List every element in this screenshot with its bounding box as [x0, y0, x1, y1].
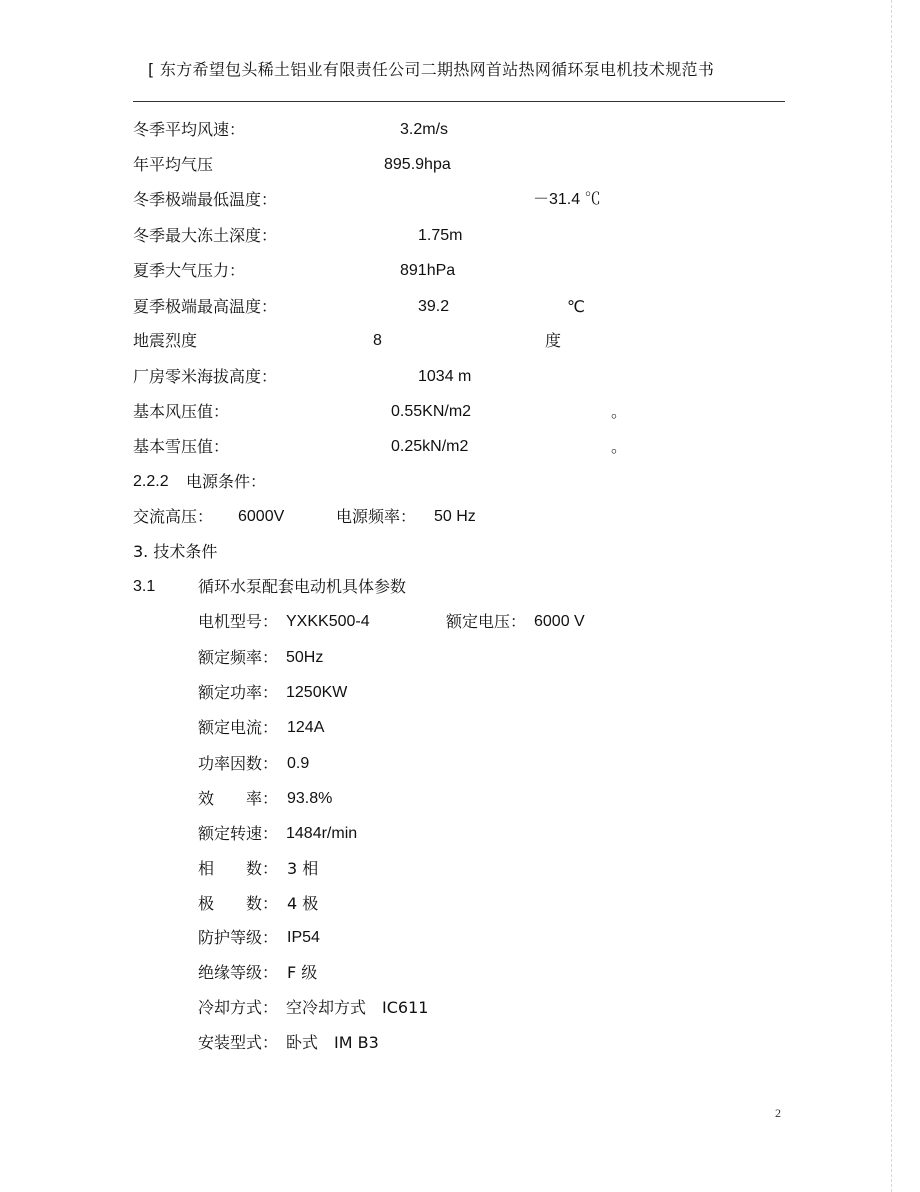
value-insulation-class: F 级: [287, 963, 318, 982]
label-frost-depth: 冬季最大冻土深度：: [133, 226, 278, 245]
label-power-factor: 功率因数：: [198, 754, 279, 773]
value-protection-class: IP54: [287, 929, 320, 946]
value-annual-pressure: 895.9hpa: [384, 156, 451, 173]
label-poles: 极 数：: [198, 894, 279, 913]
value-plant-elevation: 1034 m: [418, 368, 472, 385]
label-efficiency: 效 率：: [198, 789, 279, 808]
label-ac-voltage: 交流高压：: [133, 507, 214, 526]
label-motor-model: 电机型号：: [198, 612, 279, 631]
label-plant-elevation: 厂房零米海拔高度：: [133, 367, 278, 386]
label-phases: 相 数：: [198, 859, 279, 878]
label-rated-speed: 额定转速：: [198, 824, 279, 843]
label-wind-load: 基本风压值：: [133, 402, 230, 421]
section-number-power: 2.2.2: [133, 473, 169, 490]
value-cooling-method: 空冷却方式 IC611: [286, 998, 429, 1017]
value-rated-voltage: 6000 V: [534, 613, 585, 630]
label-rated-frequency: 额定频率：: [198, 648, 279, 667]
label-insulation-class: 绝缘等级：: [198, 963, 279, 982]
value-winter-min-temp: －31.4 ℃: [533, 191, 601, 208]
value-winter-wind-speed: 3.2m/s: [400, 121, 449, 138]
value-summer-pressure: 891hPa: [400, 262, 456, 279]
value-ac-voltage: 6000V: [238, 508, 285, 525]
label-snow-load: 基本雪压值：: [133, 437, 230, 456]
value-poles: 4 极: [287, 894, 319, 913]
value-rated-current: 124A: [287, 719, 325, 736]
header-divider: [133, 101, 785, 102]
label-rated-voltage: 额定电压：: [446, 612, 527, 631]
unit-seismic-intensity: 度: [545, 331, 562, 350]
unit-wind-load: 。: [611, 402, 628, 421]
label-rated-current: 额定电流：: [198, 718, 279, 737]
value-rated-power: 1250KW: [286, 684, 348, 701]
label-protection-class: 防护等级：: [198, 928, 279, 947]
label-rated-power: 额定功率：: [198, 683, 279, 702]
value-seismic-intensity: 8: [373, 332, 382, 349]
label-power-frequency: 电源频率：: [336, 507, 417, 526]
value-frost-depth: 1.75m: [418, 227, 463, 244]
value-motor-model: YXKK500-4: [286, 613, 370, 630]
value-rated-frequency: 50Hz: [286, 649, 324, 666]
label-summer-pressure: 夏季大气压力：: [133, 261, 246, 280]
unit-snow-load: 。: [611, 437, 628, 456]
label-annual-pressure: 年平均气压: [133, 155, 214, 174]
value-wind-load: 0.55KN/m2: [391, 403, 472, 420]
label-winter-min-temp: 冬季极端最低温度：: [133, 190, 278, 209]
value-snow-load: 0.25kN/m2: [391, 438, 469, 455]
label-mounting-type: 安装型式：: [198, 1033, 279, 1052]
label-summer-max-temp: 夏季极端最高温度：: [133, 297, 278, 316]
value-summer-max-temp: 39.2: [418, 298, 450, 315]
subsection-number: 3.1: [133, 578, 156, 595]
document-header-title: [ 东方希望包头稀土铝业有限责任公司二期热网首站热网循环泵电机技术规范书: [148, 60, 715, 79]
value-power-frequency: 50 Hz: [434, 508, 476, 525]
value-rated-speed: 1484r/min: [286, 825, 358, 842]
label-cooling-method: 冷却方式：: [198, 998, 279, 1017]
section-heading-tech: 3. 技术条件: [133, 542, 218, 561]
value-phases: 3 相: [287, 859, 319, 878]
value-mounting-type: 卧式 IM B3: [286, 1033, 379, 1052]
label-seismic-intensity: 地震烈度: [133, 331, 198, 350]
value-power-factor: 0.9: [287, 755, 310, 772]
label-winter-wind-speed: 冬季平均风速：: [133, 120, 246, 139]
page-number: 2: [775, 1106, 781, 1120]
unit-summer-max-temp: ℃: [567, 297, 585, 316]
page-edge-line: [891, 0, 892, 1192]
subsection-title: 循环水泵配套电动机具体参数: [198, 577, 407, 596]
section-title-power: 电源条件：: [186, 472, 267, 491]
value-efficiency: 93.8%: [287, 790, 333, 807]
